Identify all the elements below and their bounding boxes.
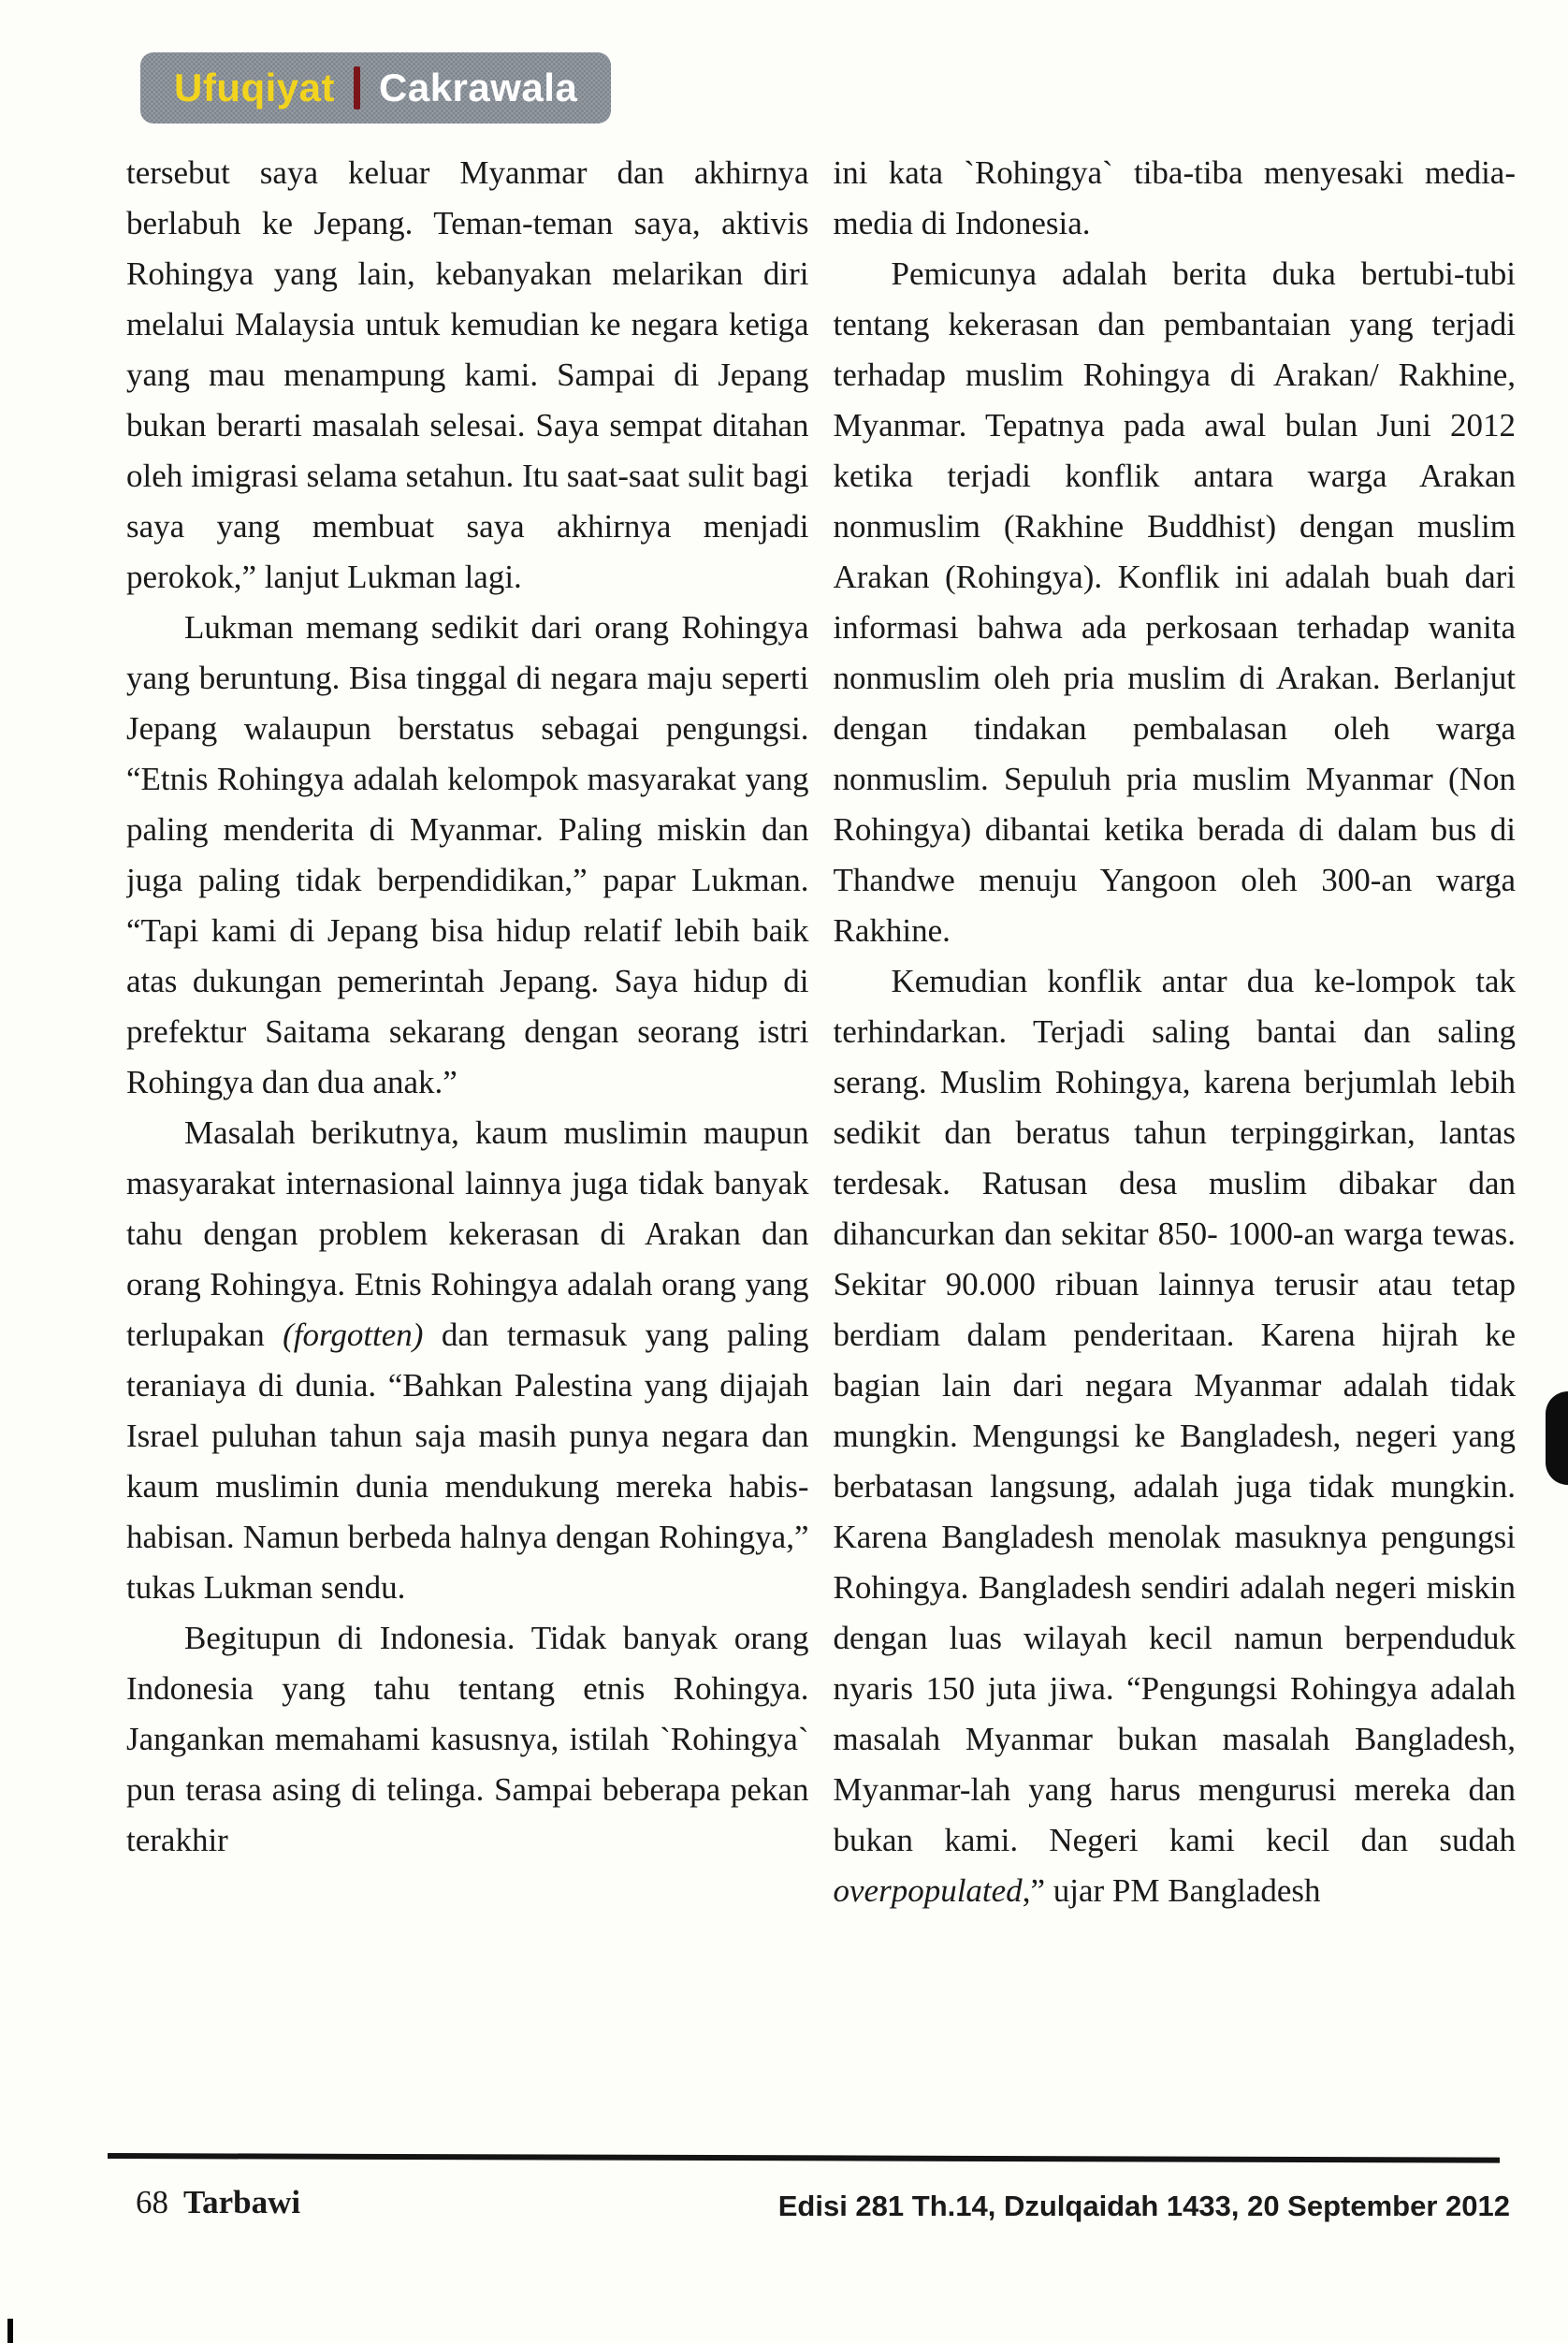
paragraph	[126, 148, 809, 603]
edition-info: Edisi 281 Th.14, Dzulqaidah 1433, 20 September 2012	[777, 2190, 1510, 2222]
text-run: Begitupun di Indonesia. Tidak banyak orang Indonesia yang tahu tentang etnis Rohingya. Jangankan memahami kasusnya, istilah `Rohingya` pun terasa asing di telinga. Sampai beberapa pekan terakhir	[126, 1620, 809, 1858]
paragraph	[834, 956, 1517, 1916]
paragraph	[834, 249, 1517, 956]
footer-left	[136, 2184, 300, 2221]
paragraph	[834, 148, 1517, 249]
text-run: tersebut saya keluar Myanmar dan akhirnya berlabuh ke Jepang. Teman-teman saya, aktivis Rohingya yang lain, kebanyakan melarikan diri melalui Malaysia untuk kemudian ke negara ketiga yang mau menampung kami. Sampai di Jepang bukan berarti masalah selesai. Saya sempat ditahan oleh imigrasi selama setahun. Itu saat-saat sulit bagi saya yang membuat saya akhirnya menjadi perokok,” lanjut Lukman lagi.	[126, 154, 809, 595]
italic-run: overpopulated	[833, 1872, 1023, 1909]
section-header-badge	[140, 52, 611, 124]
paragraph	[126, 1108, 809, 1613]
section-title-indonesian: Cakrawala	[379, 65, 578, 109]
paragraph	[126, 603, 809, 1108]
text-run: ini kata `Rohingya` tiba-tiba menyesaki media-media di Indonesia.	[833, 154, 1516, 241]
text-run: ,” ujar PM Bangladesh	[1022, 1872, 1321, 1909]
section-title-arabic: Ufuqiyat	[174, 65, 335, 109]
paragraph	[126, 1613, 809, 1866]
article-body	[126, 148, 1516, 2150]
footer-divider-rule	[108, 2153, 1500, 2163]
badge-separator-bar	[354, 66, 360, 109]
text-run: Kemudian konflik antar dua ke-lompok tak terhindarkan. Terjadi saling bantai dan saling serang. Muslim Rohingya, karena berjumlah lebih sedikit dan beratus tahun terpinggirkan, lantas terdesak. Ratusan desa muslim dibakar dan dihancurkan dan sekitar 850- 1000-an warga tewas. Sekitar 90.000 ribuan lainnya terusir atau tetap berdiam dalam penderitaan. Karena hijrah ke bagian lain dari negara Myanmar adalah tidak mungkin. Mengungsi ke Bangladesh, negeri yang berbatasan langsung, adalah juga tidak mungkin. Karena Bangladesh menolak masuknya pengungsi Rohingya. Bangladesh sendiri adalah negeri miskin dengan luas wilayah kecil namun berpenduduk nyaris 150 juta jiwa. “Pengungsi Rohingya adalah masalah Myanmar bukan masalah Bangladesh, Myanmar-lah yang harus mengurusi mereka dan bukan kami. Negeri kami kecil dan sudah	[833, 963, 1516, 1858]
italic-run: (forgotten)	[283, 1317, 424, 1353]
text-run: Pemicunya adalah berita duka bertubi-tubi tentang kekerasan dan pembantaian yang terjadi terhadap muslim Rohingya di Arakan/ Rakhine, Myanmar. Tepatnya pada awal bulan Juni 2012 ketika terjadi konflik antara warga Arakan nonmuslim (Rakhine Buddhist) dengan muslim Arakan (Rohingya). Konflik ini adalah buah dari informasi bahwa ada perkosaan terhadap wanita nonmuslim oleh pria muslim di Arakan. Berlanjut dengan tindakan pembalasan oleh warga nonmuslim. Sepuluh pria muslim Myanmar (Non Rohingya) dibantai ketika berada di dalam bus di Thandwe menuju Yangoon oleh 300-an warga Rakhine.	[833, 255, 1516, 949]
magazine-name: Tarbawi	[183, 2184, 301, 2220]
text-run: dan termasuk yang paling teraniaya di dunia. “Bahkan Palestina yang dijajah Israel puluhan tahun saja masih punya negara dan kaum muslimin dunia mendukung mereka habis-habisan. Namun berbeda halnya dengan Rohingya,” tukas Lukman sendu.	[126, 1317, 809, 1606]
text-run: Masalah berikutnya, kaum muslimin maupun masyarakat internasional lainnya juga tidak banyak tahu dengan problem kekerasan di Arakan dan orang Rohingya. Etnis Rohingya adalah orang yang terlupakan	[126, 1114, 809, 1353]
scan-artifact-right-edge-blob	[1546, 1391, 1568, 1485]
page-number: 68	[136, 2184, 168, 2220]
scan-artifact-bottom-left-tick	[7, 2319, 13, 2343]
article-column-right	[834, 148, 1517, 2150]
text-run: Lukman memang sedikit dari orang Rohingya yang beruntung. Bisa tinggal di negara maju seperti Jepang walaupun berstatus sebagai pengungsi. “Etnis Rohingya adalah kelompok masyarakat yang paling menderita di Myanmar. Paling miskin dan juga paling tidak berpendidikan,” papar Lukman. “Tapi kami di Jepang bisa hidup relatif lebih baik atas dukungan pemerintah Jepang. Saya hidup di prefektur Saitama sekarang dengan seorang istri Rohingya dan dua anak.”	[126, 609, 809, 1100]
article-column-left	[126, 148, 809, 2150]
